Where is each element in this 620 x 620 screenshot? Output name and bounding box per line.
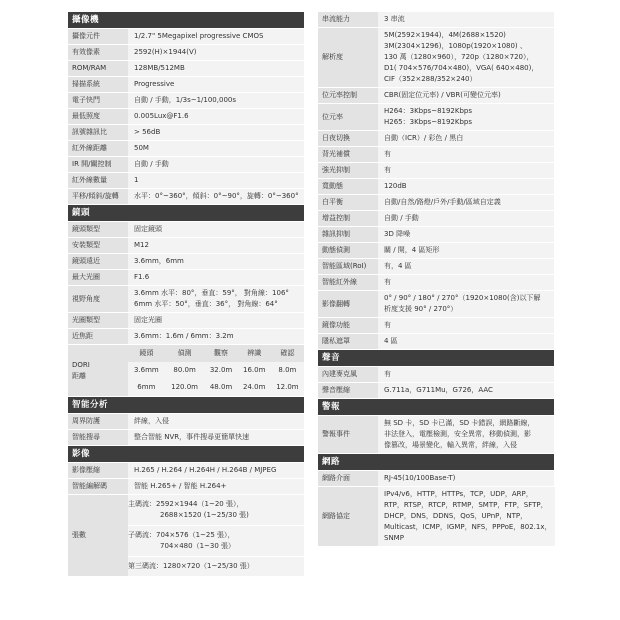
spec-value: [378, 227, 554, 242]
spec-label: 寬動態: [318, 179, 378, 194]
left-spec-column: [68, 12, 304, 577]
spec-value-line: RJ-45(10/100Base-T): [384, 474, 456, 482]
spec-value-line: 3 串流: [384, 15, 405, 23]
spec-value: [378, 211, 554, 226]
spec-value-line: 5M(2592×1944)，4M(2688×1520): [384, 31, 506, 39]
spec-label: 最低照度: [68, 109, 128, 124]
spec-label: 鏡像功能: [318, 318, 378, 333]
dori-cell: 6mm: [128, 379, 165, 396]
spec-row: [318, 291, 554, 317]
spec-value: [128, 329, 304, 344]
spec-value-line: 無 SD 卡，SD 卡已滿，SD 卡錯誤，網路斷線，: [384, 419, 535, 427]
spec-label: 張數: [68, 495, 128, 576]
spec-value: [128, 109, 304, 124]
spec-value-line: F1.6: [134, 273, 150, 281]
spec-row: [318, 179, 554, 194]
spec-value: [128, 77, 304, 92]
dori-header-cell: 觀察: [204, 345, 237, 362]
spec-value: [378, 195, 554, 210]
spec-value: [128, 93, 304, 108]
spec-value-line: DHCP，DNS，DDNS，QoS，UPnP，NTP，: [384, 512, 528, 520]
spec-value: [128, 45, 304, 60]
spec-value-line: 3M(2304×1296)，1080p(1920×1080) 、: [384, 42, 527, 50]
spec-label: 位元率: [318, 104, 378, 130]
spec-row: [318, 259, 554, 274]
spec-row: [318, 318, 554, 333]
spec-value-line: M12: [134, 241, 149, 249]
spec-row: [318, 471, 554, 486]
spec-value-line: 固定鏡頭: [134, 225, 162, 233]
dori-table: [128, 345, 304, 396]
spec-row: [318, 104, 554, 130]
spec-value-line: 120dB: [384, 182, 407, 190]
spec-value-line: 4 區: [384, 337, 398, 345]
spec-label: 影像壓縮: [68, 463, 128, 478]
spec-value-line: 128MB/512MB: [134, 64, 185, 72]
spec-label: 智能區域(RoI): [318, 259, 378, 274]
spec-value: [378, 131, 554, 146]
spec-label: 內建麥克風: [318, 367, 378, 382]
dori-header-cell: 鏡頭: [128, 345, 165, 362]
dori-cell: 12.0m: [271, 379, 304, 396]
spec-row: [68, 286, 304, 312]
spec-row: [318, 195, 554, 210]
spec-value-line: Multicast，ICMP，IGMP，NFS，PPPoE，802.1x，: [384, 523, 552, 531]
spec-value-line: 自動 / 手動: [384, 214, 419, 222]
dori-header-cell: 確認: [271, 345, 304, 362]
spec-value: [378, 179, 554, 194]
dori-cell: 3.6mm: [128, 362, 165, 379]
spec-value: [378, 12, 554, 27]
spec-row: [68, 463, 304, 478]
spec-label: 智能紅外線: [318, 275, 378, 290]
spec-value-line: H.265 / H.264 / H.264H / H.264B / MJPEG: [134, 466, 277, 474]
spec-label: 視野角度: [68, 286, 128, 312]
spec-value: [128, 125, 304, 140]
spec-label: 近焦距: [68, 329, 128, 344]
spec-label: 安裝類型: [68, 238, 128, 253]
spec-label: ROM/RAM: [68, 61, 128, 76]
spec-row: [68, 313, 304, 328]
spec-value: [378, 416, 554, 453]
spec-value: [378, 487, 555, 546]
spec-value-line: 像篡改，場景變化，輸入異常，絆線，入侵: [384, 441, 517, 449]
spec-value-line: 3D 降噪: [384, 230, 411, 238]
spec-value-line: 絆線，入侵: [134, 417, 169, 425]
spec-value-line: 704×480（1~30 張）: [160, 542, 236, 550]
dori-cell: 48.0m: [204, 379, 237, 396]
dori-cell: 32.0m: [204, 362, 237, 379]
spec-row: [68, 93, 304, 108]
spec-value: [128, 270, 304, 285]
spec-value-line: IPv4/v6，HTTP，HTTPs，TCP，UDP，ARP，: [384, 490, 533, 498]
section-header: 智能分析: [68, 397, 304, 413]
spec-label: 串流能力: [318, 12, 378, 27]
dori-data-row: [128, 379, 304, 396]
spec-row: [68, 173, 304, 188]
spec-row: [68, 141, 304, 156]
spec-value-line: H264：3Kbps~8192Kbps: [384, 107, 473, 115]
spec-value-line: 有: [384, 166, 391, 174]
spec-row: [318, 131, 554, 146]
spec-value: [378, 471, 554, 486]
spec-value: [128, 189, 304, 204]
spec-value: [378, 259, 554, 274]
fps-values: [128, 495, 304, 576]
spec-value-line: 2592(H)×1944(V): [134, 48, 197, 56]
spec-label: 鏡頭遠近: [68, 254, 128, 269]
spec-value-line: 第三碼流：1280×720（1~25/30 張）: [128, 562, 254, 570]
spec-row: [68, 109, 304, 124]
dori-cell: 120.0m: [165, 379, 205, 396]
spec-value: [128, 313, 304, 328]
spec-value-line: 關 / 開，4 區矩形: [384, 246, 440, 254]
spec-label: DORI 距離: [68, 345, 128, 396]
spec-row: [68, 125, 304, 140]
spec-row: [68, 222, 304, 237]
spec-value-line: 有，4 區: [384, 262, 412, 270]
spec-value-line: Progressive: [134, 80, 175, 88]
spec-value: [128, 29, 304, 44]
spec-row: [318, 163, 554, 178]
spec-label: 雜訊抑制: [318, 227, 378, 242]
spec-value-line: CIF（352×288/352×240）: [384, 75, 477, 83]
spec-row: [68, 45, 304, 60]
spec-row: [68, 77, 304, 92]
spec-value: [378, 104, 554, 130]
dori-cell: 24.0m: [238, 379, 271, 396]
spec-value-line: 非法登入，電壓檢測，安全異常，移動偵測，影: [384, 430, 531, 438]
spec-value-line: 1: [134, 176, 139, 184]
spec-value-line: RTP，RTSP，RTCP，RTMP，SMTP，FTP，SFTP，: [384, 501, 548, 509]
spec-label: 有效像素: [68, 45, 128, 60]
spec-value: [128, 254, 304, 269]
spec-value: [378, 88, 554, 103]
spec-row: [68, 414, 304, 429]
spec-row: [318, 367, 554, 382]
spec-value: [378, 147, 554, 162]
spec-value: [378, 275, 554, 290]
spec-value: [378, 28, 554, 87]
spec-row: [318, 487, 554, 546]
spec-label: 聲音壓縮: [318, 383, 378, 398]
spec-label: 光圈類型: [68, 313, 128, 328]
spec-value: [378, 334, 554, 349]
spec-row: [318, 88, 554, 103]
spec-label: 位元率控制: [318, 88, 378, 103]
spec-row: [318, 383, 554, 398]
spec-value: [128, 463, 304, 478]
spec-value-line: 2688×1520 (1~25/30 張): [160, 511, 249, 519]
spec-row: [68, 430, 304, 445]
spec-label: 警報事件: [318, 416, 378, 453]
spec-value-line: 有: [384, 370, 391, 378]
spec-label: 紅外線距離: [68, 141, 128, 156]
spec-value: [128, 141, 304, 156]
spec-label: IR 開/關控制: [68, 157, 128, 172]
spec-value-line: 自動/自然/路燈/戶外/手動/區域自定義: [384, 198, 501, 206]
section-header: 警報: [318, 399, 554, 415]
spec-value-line: 3.6mm 水平：80°，垂直：59°， 對角線：106°: [134, 289, 289, 297]
spec-row: [318, 243, 554, 258]
spec-label: 紅外線數量: [68, 173, 128, 188]
spec-value: [378, 367, 554, 382]
dori-data-row: [128, 362, 304, 379]
spec-value-line: 6mm 水平：50°，垂直：36°， 對角線：64°: [134, 300, 278, 308]
spec-row: [68, 254, 304, 269]
spec-value: [378, 318, 554, 333]
spec-value-line: 50M: [134, 144, 149, 152]
dori-cell: 16.0m: [238, 362, 271, 379]
fps-stream: [128, 557, 304, 576]
spec-row: [318, 147, 554, 162]
dori-cell: 8.0m: [271, 362, 304, 379]
spec-value-line: H265：3Kbps~8192Kbps: [384, 118, 473, 126]
spec-label: 攝像元件: [68, 29, 128, 44]
fps-stream: [128, 526, 304, 556]
spec-value-line: 自動 / 手動: [134, 160, 169, 168]
spec-value-line: 3.6mm：1.6m / 6mm：3.2m: [134, 332, 234, 340]
spec-label: 日夜切換: [318, 131, 378, 146]
spec-label: 動態偵測: [318, 243, 378, 258]
spec-label: 掃描系統: [68, 77, 128, 92]
spec-label: 強光抑制: [318, 163, 378, 178]
spec-value: [128, 286, 304, 312]
spec-value-line: CBR(固定位元率) / VBR(可變位元率): [384, 91, 501, 99]
spec-value: [128, 430, 304, 445]
spec-value-line: 子碼流：704×576（1~25 張），: [128, 531, 235, 539]
spec-value-line: 自動（ICR）/ 彩色 / 黑白: [384, 134, 464, 142]
spec-row: [68, 270, 304, 285]
spec-row: [68, 238, 304, 253]
spec-label: 電子快門: [68, 93, 128, 108]
spec-label: 影像翻轉: [318, 291, 378, 317]
spec-label: 平移/傾斜/旋轉: [68, 189, 128, 204]
dori-header-cell: 辨識: [238, 345, 271, 362]
spec-value: [378, 291, 554, 317]
spec-row: [68, 479, 304, 494]
spec-value: [378, 163, 554, 178]
spec-value: [128, 414, 304, 429]
spec-label: 最大光圈: [68, 270, 128, 285]
spec-value-line: 130 萬（1280×960），720p（1280×720），: [384, 53, 534, 61]
spec-value-line: 水平：0°~360°，傾斜：0°~90°，旋轉：0°~360°: [134, 192, 299, 200]
spec-row: [318, 275, 554, 290]
spec-row: [318, 416, 554, 453]
spec-value-line: G.711a，G711Mu，G726，AAC: [384, 386, 493, 394]
spec-value-line: > 56dB: [134, 128, 161, 136]
spec-label: 訊號雜訊比: [68, 125, 128, 140]
spec-label: 網路介面: [318, 471, 378, 486]
spec-row: [318, 211, 554, 226]
spec-value-line: 有: [384, 321, 391, 329]
spec-label: 增益控制: [318, 211, 378, 226]
spec-value-line: D1( 704×576/704×480)，VGA( 640×480)，: [384, 64, 539, 72]
section-header: 網路: [318, 454, 554, 470]
spec-label: 智能編解碼: [68, 479, 128, 494]
spec-value-line: 0.005Lux@F1.6: [134, 112, 189, 120]
dori-row: [68, 345, 304, 396]
spec-row: [68, 61, 304, 76]
section-header: 影像: [68, 446, 304, 462]
spec-value-line: 智能 H.265+ / 智能 H.264+: [134, 482, 227, 490]
spec-row: [68, 29, 304, 44]
spec-label: 鏡頭類型: [68, 222, 128, 237]
spec-label: 白平衡: [318, 195, 378, 210]
dori-header-row: [128, 345, 304, 362]
spec-label: 隱私遮罩: [318, 334, 378, 349]
spec-row: [318, 28, 554, 87]
spec-value-line: 3.6mm，6mm: [134, 257, 184, 265]
spec-row: [318, 227, 554, 242]
spec-value-line: 0° / 90° / 180° / 270°（1920×1080(含)以下解: [384, 294, 541, 302]
fps-stream: [128, 495, 304, 525]
section-header: 聲音: [318, 350, 554, 366]
spec-value: [128, 157, 304, 172]
dori-cell: 80.0m: [165, 362, 205, 379]
spec-value: [128, 479, 304, 494]
section-header: 鏡頭: [68, 205, 304, 221]
spec-value: [128, 61, 304, 76]
spec-value-line: 有: [384, 150, 391, 158]
spec-row: [68, 157, 304, 172]
dori-table-wrap: [128, 345, 304, 396]
spec-row: [68, 329, 304, 344]
dori-header-cell: 偵測: [165, 345, 205, 362]
spec-value-line: 自動 / 手動，1/3s~1/100,000s: [134, 96, 236, 104]
spec-label: 解析度: [318, 28, 378, 87]
spec-row: [68, 189, 304, 204]
spec-row: [318, 334, 554, 349]
spec-label: 周界防護: [68, 414, 128, 429]
fps-row: [68, 495, 304, 576]
spec-value: [128, 173, 304, 188]
spec-value-line: 有: [384, 278, 391, 286]
spec-value: [378, 243, 554, 258]
spec-value: [128, 238, 304, 253]
spec-value: [128, 222, 304, 237]
spec-value-line: 固定光圈: [134, 316, 162, 324]
spec-label: 網路協定: [318, 487, 378, 546]
spec-value: [378, 383, 554, 398]
spec-value-line: 整合智能 NVR，事件搜尋更簡單快速: [134, 433, 250, 441]
spec-label: 智能搜尋: [68, 430, 128, 445]
section-header: 攝像機: [68, 12, 304, 28]
spec-value-line: 析度支援 90° / 270°）: [384, 305, 458, 313]
spec-value-line: SNMP: [384, 534, 404, 542]
right-spec-column: [318, 12, 554, 547]
spec-label: 背光補償: [318, 147, 378, 162]
spec-value-line: 主碼流：2592×1944（1~20 張），: [128, 500, 244, 508]
spec-value-line: 1/2.7" 5Megapixel progressive CMOS: [134, 32, 264, 40]
spec-row: [318, 12, 554, 27]
